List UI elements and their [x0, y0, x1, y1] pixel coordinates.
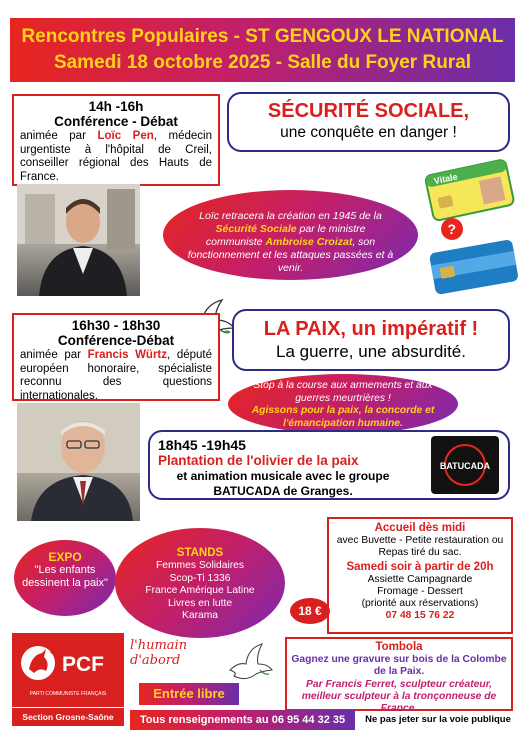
stands-bubble — [115, 528, 285, 638]
tombola-prize: Gagnez une gravure sur bois de la Colombe de la Paix. — [291, 654, 507, 678]
accueil-phone: 07 48 15 76 22 — [385, 610, 455, 622]
conference-1-desc-suffix: , médecin urgentiste à l'hôpital de Creil, conseiller régional des Hauts de France. — [20, 130, 212, 183]
humain-dabord-slogan — [130, 638, 210, 678]
expo-description: "Les enfants dessinent la paix" — [22, 564, 108, 589]
pcf-logo — [12, 633, 124, 707]
conference-2-title: Conférence-Débat — [57, 333, 175, 348]
entree-libre-banner: Entrée libre — [139, 683, 239, 705]
footer-note: Ne pas jeter sur la voie publique — [365, 714, 511, 725]
olivier-title: Plantation de l'olivier de la paix — [158, 453, 359, 468]
bubble-1-text-a: Loïc retracera la création en 1945 de la — [199, 210, 382, 222]
stand-item: Femmes Solidaires — [155, 560, 245, 571]
stand-item: France Amérique Latine — [145, 585, 255, 597]
pcf-name: PCF — [62, 653, 104, 676]
securite-sociale-subtitle: une conquête en danger ! — [280, 124, 457, 141]
dove-icon — [226, 640, 274, 684]
pcf-section-label: Section Grosne-Saône — [12, 708, 124, 726]
stand-item: Scop-Ti 1336 — [169, 572, 231, 584]
question-mark-text: ? — [447, 221, 457, 237]
conference-2-desc-suffix: , député européen honoraire, spécialiste reconnu des questions internationales. — [20, 349, 212, 402]
olivier-time: 18h45 -19h45 — [158, 437, 246, 453]
conference-2-time: 16h30 - 18h30 — [71, 318, 161, 333]
bubble-1-highlight-croizat: Ambroise Croizat — [265, 236, 353, 248]
stand-item: Karama — [181, 610, 219, 622]
conference-2-desc-prefix: animée par — [20, 349, 88, 361]
accueil-line1: avec Buvette - Petite restauration ou Repas tiré du sac. — [336, 535, 504, 559]
batucada-logo-text: BATUCADA — [439, 461, 491, 471]
accueil-evening-title: Samedi soir à partir de 20h — [346, 560, 494, 573]
price-badge: 18 € — [290, 598, 330, 624]
olivier-description: et animation musicale avec le groupe BATUCADA de Granges. — [176, 469, 390, 498]
accueil-menu-2: Fromage - Dessert — [377, 585, 463, 597]
slogan-line-1: l'humain — [130, 638, 188, 653]
bubble-1-text-e: , son fonctionnement et les attaques passées et à venir. — [187, 236, 394, 274]
bubble-2-text-b: Agissons pour la paix, la concorde et l'émancipation humaine. — [251, 405, 435, 429]
conference-2-speaker: Francis Würtz — [87, 349, 168, 361]
paix-bubble — [228, 374, 458, 434]
conference-1-desc-prefix: animée par — [20, 130, 98, 142]
conference-1-description — [20, 130, 212, 184]
tombola-box — [285, 637, 513, 715]
accueil-menu-1: Assiette Campagnarde — [367, 573, 473, 585]
tombola-artist: Par Francis Ferret, sculpteur créateur, meilleur sculpteur à la tronçonneuse de France. — [301, 678, 497, 715]
bubble-2-text-a: Stop à la course aux armements et aux guerres meurtrières ! — [253, 380, 433, 404]
conference-2-description — [20, 349, 212, 403]
paix-title: LA PAIX, un impératif ! — [263, 318, 479, 340]
accueil-reservation-note: (priorité aux réservations) — [361, 598, 479, 610]
expo-title: EXPO — [48, 550, 82, 564]
expo-bubble — [14, 540, 116, 616]
stand-item: Livres en lutte — [167, 597, 233, 609]
accueil-title: Accueil dès midi — [374, 522, 466, 534]
conference-1-box — [12, 94, 220, 186]
pcf-party-name: PARTI COMMUNISTE FRANÇAIS — [29, 691, 107, 697]
event-header — [10, 18, 515, 82]
securite-sociale-bubble — [163, 190, 418, 280]
securite-sociale-box — [227, 92, 510, 152]
securite-sociale-title: SÉCURITÉ SOCIALE, — [267, 100, 470, 122]
health-cards-illustration — [420, 157, 520, 297]
stands-title: STANDS — [176, 547, 224, 559]
paix-subtitle: La guerre, une absurdité. — [276, 342, 466, 361]
slogan-line-2: d'abord — [130, 653, 181, 668]
speaker-1-photo — [17, 184, 140, 296]
header-title: Rencontres Populaires - ST GENGOUX LE NATIONAL — [21, 26, 504, 47]
conference-1-speaker: Loïc Pen — [97, 130, 154, 142]
vitale-card-label: Vitale — [433, 171, 459, 187]
conference-2-box — [12, 313, 220, 401]
paix-box — [232, 309, 510, 371]
tombola-title: Tombola — [375, 641, 423, 653]
bubble-1-highlight-secu: Sécurité Sociale — [215, 223, 297, 235]
header-date: Samedi 18 octobre 2025 - Salle du Foyer Rural — [53, 52, 472, 73]
conference-1-time: 14h -16h — [88, 99, 144, 114]
conference-1-title: Conférence - Débat — [54, 114, 178, 129]
speaker-2-photo — [17, 403, 140, 521]
batucada-logo — [431, 436, 499, 494]
contact-banner: Tous renseignements au 06 95 44 32 35 — [130, 710, 355, 730]
bubble-1-text-c: par le ministre communiste — [205, 223, 366, 248]
accueil-box — [327, 517, 513, 634]
